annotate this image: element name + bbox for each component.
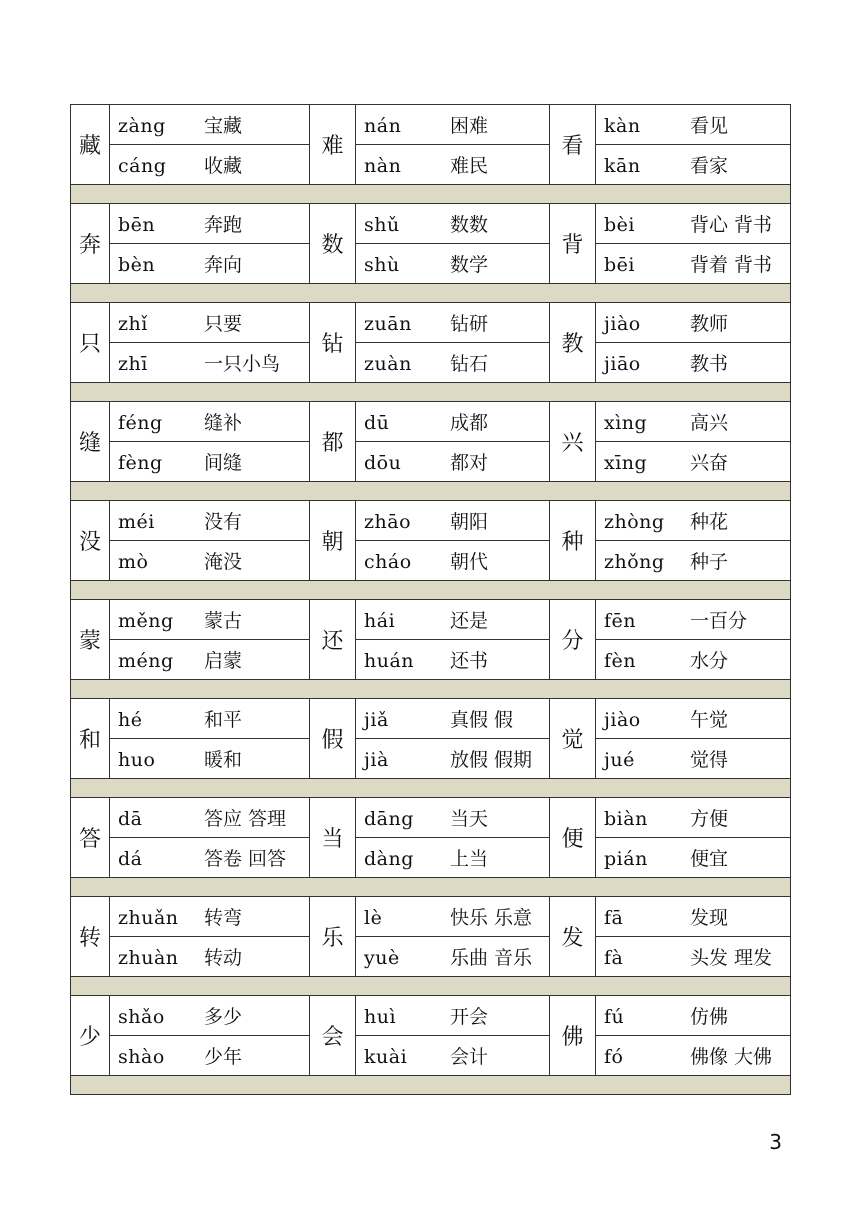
character-cell: 种 (550, 501, 596, 581)
table-row (71, 303, 791, 343)
example-word: 没有 (204, 511, 243, 533)
table-row (71, 501, 791, 541)
separator-band (71, 1076, 791, 1095)
separator-row (71, 482, 791, 501)
example-word: 答卷 回答 (204, 848, 287, 870)
character-cell: 蒙 (71, 600, 110, 680)
table-row (71, 442, 791, 482)
example-word: 一百分 (690, 610, 748, 632)
character-cell: 难 (310, 105, 356, 185)
example-word: 淹没 (204, 551, 243, 573)
separator-band (71, 680, 791, 699)
example-word: 间缝 (204, 452, 243, 474)
pinyin: zhòng (604, 511, 665, 533)
reading-cell (596, 541, 791, 581)
example-word: 看见 (690, 115, 729, 137)
reading-cell (356, 402, 550, 442)
character-cell: 觉 (550, 699, 596, 779)
pinyin: fó (604, 1046, 624, 1068)
pinyin: fēn (604, 610, 637, 632)
pinyin: dàng (364, 848, 414, 870)
separator-row (71, 581, 791, 600)
reading-cell (356, 699, 550, 739)
reading-cell (596, 739, 791, 779)
example-word: 便宜 (690, 848, 729, 870)
pinyin: féng (118, 412, 163, 434)
example-word: 数学 (450, 254, 489, 276)
separator-band (71, 284, 791, 303)
character-cell: 少 (71, 996, 110, 1076)
pinyin: kuài (364, 1046, 408, 1068)
example-word: 教师 (690, 313, 729, 335)
example-word: 成都 (450, 412, 489, 434)
table-row (71, 402, 791, 442)
pinyin: shào (118, 1046, 165, 1068)
reading-cell (110, 541, 310, 581)
table-row (71, 343, 791, 383)
pinyin: nán (364, 115, 402, 137)
pinyin: fèn (604, 650, 637, 672)
character-cell: 答 (71, 798, 110, 878)
character-cell: 便 (550, 798, 596, 878)
example-word: 觉得 (690, 749, 729, 771)
example-word: 种子 (690, 551, 729, 573)
example-word: 缝补 (204, 412, 243, 434)
example-word: 和平 (204, 709, 243, 731)
separator-row (71, 1076, 791, 1095)
reading-cell (110, 838, 310, 878)
pinyin: xìng (604, 412, 648, 434)
character-cell: 乐 (310, 897, 356, 977)
reading-cell (356, 442, 550, 482)
table-row (71, 244, 791, 284)
character-cell: 假 (310, 699, 356, 779)
example-word: 看家 (690, 155, 729, 177)
pinyin: méng (118, 650, 174, 672)
separator-band (71, 185, 791, 204)
reading-cell (356, 600, 550, 640)
character-cell: 转 (71, 897, 110, 977)
reading-cell (356, 798, 550, 838)
separator-band (71, 482, 791, 501)
character-cell: 教 (550, 303, 596, 383)
character-cell: 只 (71, 303, 110, 383)
reading-cell (110, 501, 310, 541)
reading-cell (596, 501, 791, 541)
example-word: 头发 理发 (690, 947, 773, 969)
example-word: 蒙古 (204, 610, 243, 632)
reading-cell (356, 640, 550, 680)
pinyin: mò (118, 551, 149, 573)
reading-cell (596, 600, 791, 640)
pinyin: hái (364, 610, 396, 632)
reading-cell (596, 640, 791, 680)
reading-cell (356, 838, 550, 878)
reading-cell (356, 244, 550, 284)
reading-cell (110, 798, 310, 838)
reading-cell (356, 145, 550, 185)
example-word: 还是 (450, 610, 489, 632)
example-word: 多少 (204, 1006, 243, 1028)
example-word: 佛像 大佛 (690, 1046, 773, 1068)
example-word: 转动 (204, 947, 243, 969)
separator-row (71, 383, 791, 402)
pinyin: fā (604, 907, 624, 929)
table-row (71, 145, 791, 185)
example-word: 朝代 (450, 551, 489, 573)
example-word: 快乐 乐意 (450, 907, 533, 929)
pinyin: pián (604, 848, 648, 870)
pinyin: dū (364, 412, 390, 434)
example-word: 种花 (690, 511, 729, 533)
reading-cell (110, 442, 310, 482)
example-word: 午觉 (690, 709, 729, 731)
reading-cell (596, 838, 791, 878)
pinyin: shù (364, 254, 400, 276)
pinyin: jiào (604, 709, 641, 731)
character-cell: 数 (310, 204, 356, 284)
separator-band (71, 779, 791, 798)
pinyin: xīng (604, 452, 648, 474)
pinyin: fèng (118, 452, 163, 474)
pinyin: cháo (364, 551, 412, 573)
table-row (71, 798, 791, 838)
pinyin: nàn (364, 155, 402, 177)
character-grid (70, 104, 791, 1095)
reading-cell (110, 303, 310, 343)
character-cell: 都 (310, 402, 356, 482)
pinyin: huì (364, 1006, 397, 1028)
example-word: 转弯 (204, 907, 243, 929)
pinyin: měng (118, 610, 174, 632)
reading-cell (596, 937, 791, 977)
reading-cell (596, 442, 791, 482)
example-word: 放假 假期 (450, 749, 533, 771)
reading-cell (356, 937, 550, 977)
pinyin: bèi (604, 214, 635, 236)
example-word: 暖和 (204, 749, 243, 771)
reading-cell (356, 996, 550, 1036)
pinyin: cáng (118, 155, 167, 177)
example-word: 当天 (450, 808, 489, 830)
character-cell: 缝 (71, 402, 110, 482)
separator-row (71, 284, 791, 303)
reading-cell (110, 897, 310, 937)
reading-cell (596, 798, 791, 838)
table-row (71, 996, 791, 1036)
reading-cell (110, 244, 310, 284)
pinyin: fà (604, 947, 624, 969)
pinyin: bèn (118, 254, 156, 276)
reading-cell (356, 105, 550, 145)
reading-cell (110, 204, 310, 244)
pinyin: dāng (364, 808, 414, 830)
pinyin: zhī (118, 353, 148, 375)
table-row (71, 937, 791, 977)
character-cell: 会 (310, 996, 356, 1076)
reading-cell (110, 996, 310, 1036)
reading-cell (110, 402, 310, 442)
example-word: 一只小鸟 (204, 353, 281, 375)
reading-cell (356, 541, 550, 581)
separator-row (71, 779, 791, 798)
separator-band (71, 581, 791, 600)
pinyin: fú (604, 1006, 625, 1028)
page-number: 3 (769, 1130, 782, 1154)
pinyin: jiǎ (364, 709, 389, 731)
pinyin: zuàn (364, 353, 412, 375)
character-cell: 奔 (71, 204, 110, 284)
example-word: 背着 背书 (690, 254, 773, 276)
table-row (71, 640, 791, 680)
character-cell: 兴 (550, 402, 596, 482)
table-row (71, 1036, 791, 1076)
reading-cell (110, 937, 310, 977)
example-word: 答应 答理 (204, 808, 287, 830)
character-cell: 没 (71, 501, 110, 581)
separator-band (71, 977, 791, 996)
reading-cell (356, 501, 550, 541)
example-word: 会计 (450, 1046, 489, 1068)
reading-cell (596, 303, 791, 343)
example-word: 发现 (690, 907, 729, 929)
table-row (71, 897, 791, 937)
example-word: 钻研 (450, 313, 489, 335)
example-word: 钻石 (450, 353, 489, 375)
reading-cell (110, 105, 310, 145)
reading-cell (596, 204, 791, 244)
reading-cell (356, 739, 550, 779)
separator-row (71, 185, 791, 204)
table-row (71, 105, 791, 145)
example-word: 背心 背书 (690, 214, 773, 236)
reading-cell (356, 897, 550, 937)
pinyin: dōu (364, 452, 402, 474)
reading-cell (356, 303, 550, 343)
example-word: 水分 (690, 650, 729, 672)
character-cell: 当 (310, 798, 356, 878)
reading-cell (110, 343, 310, 383)
pinyin: zhuàn (118, 947, 179, 969)
polyphonic-character-table (70, 104, 790, 1095)
character-cell: 钻 (310, 303, 356, 383)
table-row (71, 600, 791, 640)
pinyin: zhuǎn (118, 907, 179, 929)
character-cell: 藏 (71, 105, 110, 185)
reading-cell (596, 402, 791, 442)
pinyin: jià (364, 749, 389, 771)
character-cell: 佛 (550, 996, 596, 1076)
example-word: 上当 (450, 848, 489, 870)
reading-cell (356, 1036, 550, 1076)
pinyin: hé (118, 709, 143, 731)
reading-cell (596, 343, 791, 383)
pinyin: bēn (118, 214, 156, 236)
character-cell: 看 (550, 105, 596, 185)
pinyin: shǎo (118, 1006, 165, 1028)
example-word: 奔向 (204, 254, 243, 276)
example-word: 朝阳 (450, 511, 489, 533)
pinyin: kàn (604, 115, 641, 137)
separator-band (71, 383, 791, 402)
pinyin: jué (604, 749, 635, 771)
reading-cell (596, 996, 791, 1036)
example-word: 只要 (204, 313, 243, 335)
reading-cell (596, 1036, 791, 1076)
table-row (71, 838, 791, 878)
example-word: 开会 (450, 1006, 489, 1028)
pinyin: dā (118, 808, 143, 830)
reading-cell (110, 699, 310, 739)
pinyin: kān (604, 155, 641, 177)
reading-cell (356, 204, 550, 244)
example-word: 都对 (450, 452, 489, 474)
character-cell: 背 (550, 204, 596, 284)
separator-row (71, 977, 791, 996)
pinyin: jiāo (604, 353, 641, 375)
reading-cell (110, 145, 310, 185)
example-word: 奔跑 (204, 214, 243, 236)
table-row (71, 204, 791, 244)
example-word: 乐曲 音乐 (450, 947, 533, 969)
table-row (71, 541, 791, 581)
example-word: 教书 (690, 353, 729, 375)
example-word: 方便 (690, 808, 729, 830)
pinyin: bēi (604, 254, 635, 276)
reading-cell (596, 105, 791, 145)
example-word: 启蒙 (204, 650, 243, 672)
example-word: 少年 (204, 1046, 243, 1068)
example-word: 仿佛 (690, 1006, 729, 1028)
example-word: 收藏 (204, 155, 243, 177)
pinyin: biàn (604, 808, 648, 830)
example-word: 困难 (450, 115, 489, 137)
example-word: 数数 (450, 214, 489, 236)
pinyin: huán (364, 650, 415, 672)
pinyin: lè (364, 907, 383, 929)
table-row (71, 699, 791, 739)
example-word: 难民 (450, 155, 489, 177)
example-word: 真假 假 (450, 709, 514, 731)
example-word: 还书 (450, 650, 489, 672)
reading-cell (110, 600, 310, 640)
reading-cell (596, 897, 791, 937)
pinyin: shǔ (364, 214, 400, 236)
table-row (71, 739, 791, 779)
character-cell: 朝 (310, 501, 356, 581)
separator-row (71, 878, 791, 897)
reading-cell (596, 244, 791, 284)
example-word: 高兴 (690, 412, 729, 434)
pinyin: zhāo (364, 511, 412, 533)
character-cell: 还 (310, 600, 356, 680)
separator-band (71, 878, 791, 897)
character-cell: 发 (550, 897, 596, 977)
pinyin: zhǐ (118, 313, 148, 335)
pinyin: jiào (604, 313, 641, 335)
reading-cell (596, 145, 791, 185)
pinyin: zhǒng (604, 551, 665, 573)
reading-cell (596, 699, 791, 739)
character-cell: 分 (550, 600, 596, 680)
pinyin: zuān (364, 313, 412, 335)
reading-cell (356, 343, 550, 383)
pinyin: huo (118, 749, 156, 771)
pinyin: méi (118, 511, 155, 533)
example-word: 宝藏 (204, 115, 243, 137)
reading-cell (110, 1036, 310, 1076)
pinyin: yuè (364, 947, 400, 969)
pinyin: zàng (118, 115, 166, 137)
reading-cell (110, 640, 310, 680)
pinyin: dá (118, 848, 143, 870)
reading-cell (110, 739, 310, 779)
example-word: 兴奋 (690, 452, 729, 474)
separator-row (71, 680, 791, 699)
character-cell: 和 (71, 699, 110, 779)
